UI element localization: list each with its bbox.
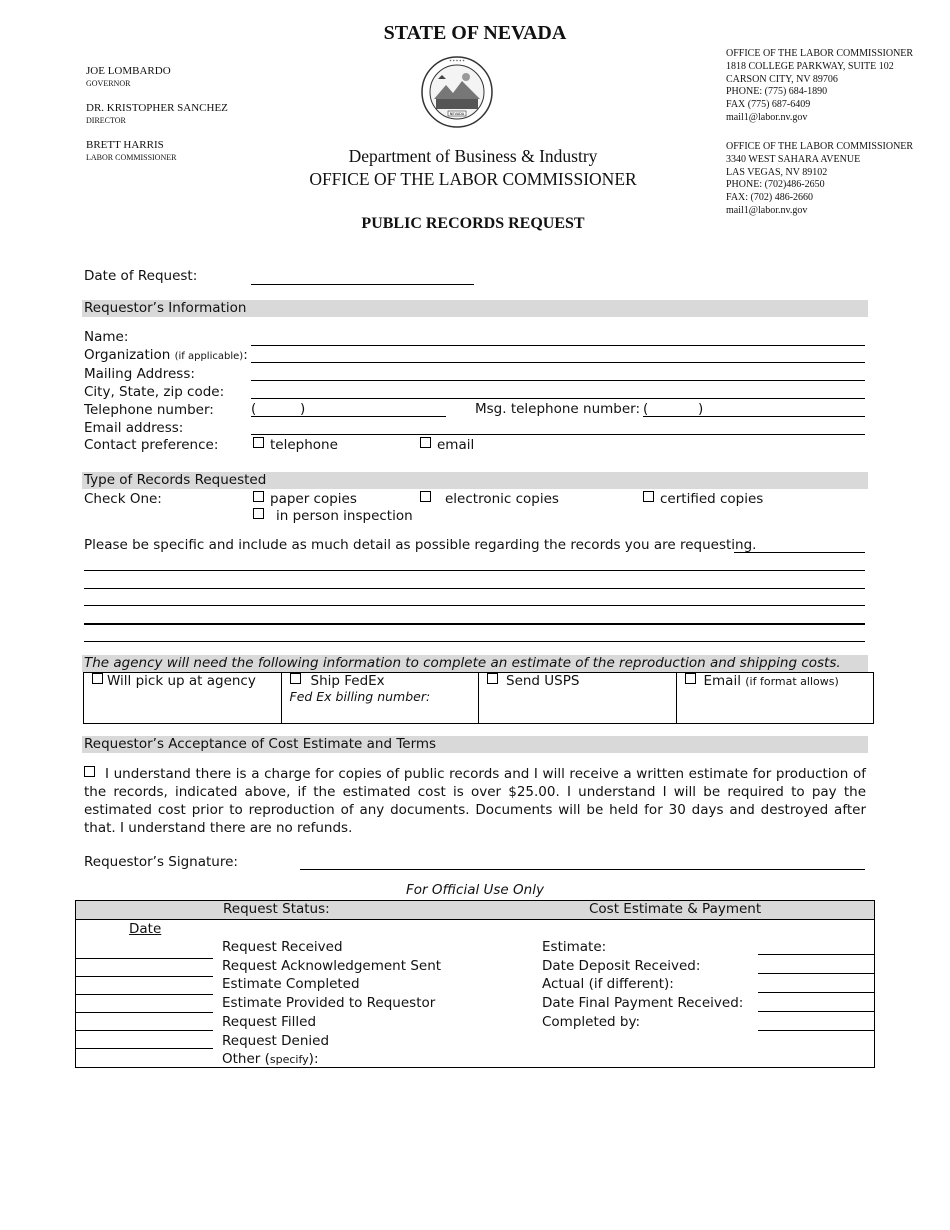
status-date-field[interactable] [76, 1030, 213, 1031]
records-section-header [82, 472, 868, 489]
mailing-address-field[interactable] [251, 380, 865, 381]
section-label: Type of Records Requested [84, 472, 267, 488]
phone-area-open: ( [251, 401, 257, 417]
shipping-options-table [83, 672, 874, 724]
signature-field[interactable] [300, 869, 865, 870]
office-line: FAX: (702) 486-2660 [726, 192, 814, 204]
office-address-carson [726, 48, 913, 125]
official-use-heading: For Official Use Only [406, 882, 544, 898]
msg-area-close: ) [698, 401, 704, 417]
cost-item: Completed by: [542, 1013, 641, 1030]
terms-text: I understand there is a charge for copies of public records and I will receive a written estimate for production of the records, indicated above, if the estimated cost is over $25.00. I understand I will be required to pay the estimated cost prior to reproduction of any documents. Documents will be held for 30 days and destroyed after that. I understand there are no refunds. [84, 766, 866, 836]
checkbox-icon[interactable] [487, 673, 498, 684]
city-label: City, State, zip code: [84, 383, 225, 400]
state-seal [420, 55, 494, 129]
status-item: Request Filled [222, 1013, 317, 1030]
official-title: GOVERNOR [86, 79, 131, 88]
status-item-other: Other (specify): [222, 1051, 319, 1068]
acceptance-section-header [82, 736, 868, 753]
status-list [222, 938, 441, 1070]
office-email: mail1@labor.nv.gov [726, 111, 808, 123]
official-name: BRETT HARRIS [86, 139, 164, 151]
status-date-field[interactable] [76, 1012, 213, 1013]
electronic-copies-option[interactable]: electronic copies [420, 491, 559, 507]
office-email: mail1@labor.nv.gov [726, 204, 808, 216]
checkbox-icon[interactable] [253, 491, 264, 502]
office-line: OFFICE OF THE LABOR COMMISSIONER [726, 48, 914, 59]
status-item: Request Denied [222, 1032, 330, 1049]
mailing-label: Mailing Address: [84, 365, 195, 382]
email-format-note: (if format allows) [745, 675, 839, 688]
detail-field[interactable] [84, 588, 865, 589]
official-use-box [75, 900, 875, 1068]
email-cell[interactable] [676, 673, 874, 724]
status-item: Estimate Provided to Requestor [222, 995, 436, 1012]
detail-prompt: Please be specific and include as much detail as possible regarding the records you are requesting. [84, 537, 757, 553]
checkbox-icon[interactable] [253, 508, 264, 519]
date-field[interactable] [251, 284, 474, 285]
usps-label: Send USPS [506, 673, 580, 689]
office-line: CARSON CITY, NV 89706 [726, 73, 838, 85]
detail-field[interactable] [84, 641, 865, 642]
email-field[interactable] [251, 434, 865, 435]
cost-list [542, 938, 743, 1032]
usps-cell[interactable] [479, 673, 677, 724]
cost-value-field[interactable] [758, 973, 874, 974]
official-name: DR. KRISTOPHER SANCHEZ [86, 102, 228, 114]
status-date-field[interactable] [76, 994, 213, 995]
official-name: JOE LOMBARDO [86, 65, 171, 77]
email-delivery-label: Email [703, 673, 741, 689]
svg-text:NEVADA: NEVADA [449, 112, 465, 116]
status-date-field[interactable] [76, 958, 213, 959]
cost-value-field[interactable] [758, 1011, 874, 1012]
detail-field[interactable] [84, 623, 865, 625]
svg-text:* * * * *: * * * * * [449, 59, 465, 64]
status-item: Estimate Completed [222, 976, 360, 993]
detail-field[interactable] [84, 570, 865, 571]
form-title: PUBLIC RECORDS REQUEST [361, 215, 585, 232]
office-line: PHONE: (775) 684-1890 [726, 86, 828, 98]
name-label: Name: [84, 329, 129, 345]
certified-copies-option[interactable]: certified copies [643, 491, 763, 507]
name-field[interactable] [251, 345, 865, 346]
fedex-cell[interactable] [281, 673, 479, 724]
section-label: The agency will need the following information to complete an estimate of the reproduction and shipping costs. [84, 655, 841, 671]
checkbox-icon[interactable] [685, 673, 696, 684]
checkbox-icon[interactable] [253, 437, 264, 448]
pickup-cell[interactable] [84, 673, 282, 724]
cost-estimate-header: Cost Estimate & Payment [589, 901, 762, 917]
telephone-label: Telephone number: [84, 401, 214, 418]
checkbox-icon[interactable] [420, 437, 431, 448]
office-line: FAX (775) 687-6409 [726, 99, 811, 111]
office-line: 3340 WEST SAHARA AVENUE [726, 153, 861, 165]
status-item: Request Acknowledgement Sent [222, 957, 442, 974]
msg-telephone-field[interactable] [643, 416, 865, 417]
checkbox-icon[interactable] [290, 673, 301, 684]
cost-item: Estimate: [542, 939, 607, 955]
cost-value-field[interactable] [758, 954, 874, 955]
pickup-label: Will pick up at agency [107, 673, 256, 689]
msg-area-open: ( [643, 401, 649, 417]
checkbox-icon[interactable] [84, 766, 95, 777]
official-title: DIRECTOR [86, 116, 126, 125]
organization-field[interactable] [251, 362, 865, 363]
status-item: Request Received [222, 939, 343, 955]
shipping-section-header [82, 655, 868, 672]
status-date-field[interactable] [76, 976, 213, 977]
fedex-billing-label: Fed Ex billing number: [289, 689, 431, 704]
detail-field[interactable] [734, 552, 865, 553]
cost-value-field[interactable] [758, 1030, 874, 1031]
city-field[interactable] [251, 398, 865, 399]
pref-email-option[interactable]: email [420, 437, 474, 453]
organization-label: Organization (if applicable): [84, 346, 248, 363]
msg-telephone-label: Msg. telephone number: [475, 401, 641, 417]
section-label: Requestor’s Information [84, 300, 247, 316]
fedex-label: Ship FedEx [310, 673, 385, 689]
signature-label: Requestor’s Signature: [84, 854, 238, 870]
department-name: Department of Business & Industry [348, 146, 598, 166]
in-person-inspection-option[interactable]: in person inspection [253, 508, 413, 524]
check-one-label: Check One: [84, 491, 162, 507]
requestor-labels [84, 329, 248, 455]
office-address-lasvegas [726, 141, 913, 218]
paper-copies-option[interactable]: paper copies [253, 491, 357, 507]
office-line: PHONE: (702)486-2650 [726, 179, 825, 191]
official-title: LABOR COMMISSIONER [86, 153, 177, 162]
cost-item: Date Final Payment Received: [542, 995, 744, 1012]
cost-item: Date Deposit Received: [542, 957, 701, 974]
office-line: OFFICE OF THE LABOR COMMISSIONER [726, 141, 914, 152]
date-label: Date of Request: [84, 268, 198, 284]
date-column-header: Date [129, 921, 162, 937]
checkbox-icon[interactable] [92, 673, 103, 684]
cost-item: Actual (if different): [542, 976, 674, 993]
detail-field[interactable] [84, 605, 865, 606]
contact-preference-label: Contact preference: [84, 437, 219, 454]
office-line: 1818 COLLEGE PARKWAY, SUITE 102 [726, 60, 894, 72]
phone-area-close: ) [300, 401, 306, 417]
office-name: OFFICE OF THE LABOR COMMISSIONER [309, 169, 637, 189]
pref-telephone-option[interactable]: telephone [253, 437, 338, 453]
status-date-field[interactable] [76, 1048, 213, 1049]
checkbox-icon[interactable] [420, 491, 431, 502]
email-label: Email address: [84, 419, 184, 436]
cost-value-field[interactable] [758, 992, 874, 993]
state-title: STATE OF NEVADA [383, 22, 567, 44]
requestor-section-header [82, 300, 868, 317]
officials-list [86, 64, 228, 165]
checkbox-icon[interactable] [643, 491, 654, 502]
telephone-field[interactable] [251, 416, 446, 417]
section-label: Requestor’s Acceptance of Cost Estimate and Terms [84, 736, 437, 752]
office-line: LAS VEGAS, NV 89102 [726, 166, 828, 178]
request-status-header: Request Status: [223, 901, 330, 917]
acceptance-terms[interactable] [84, 765, 866, 837]
